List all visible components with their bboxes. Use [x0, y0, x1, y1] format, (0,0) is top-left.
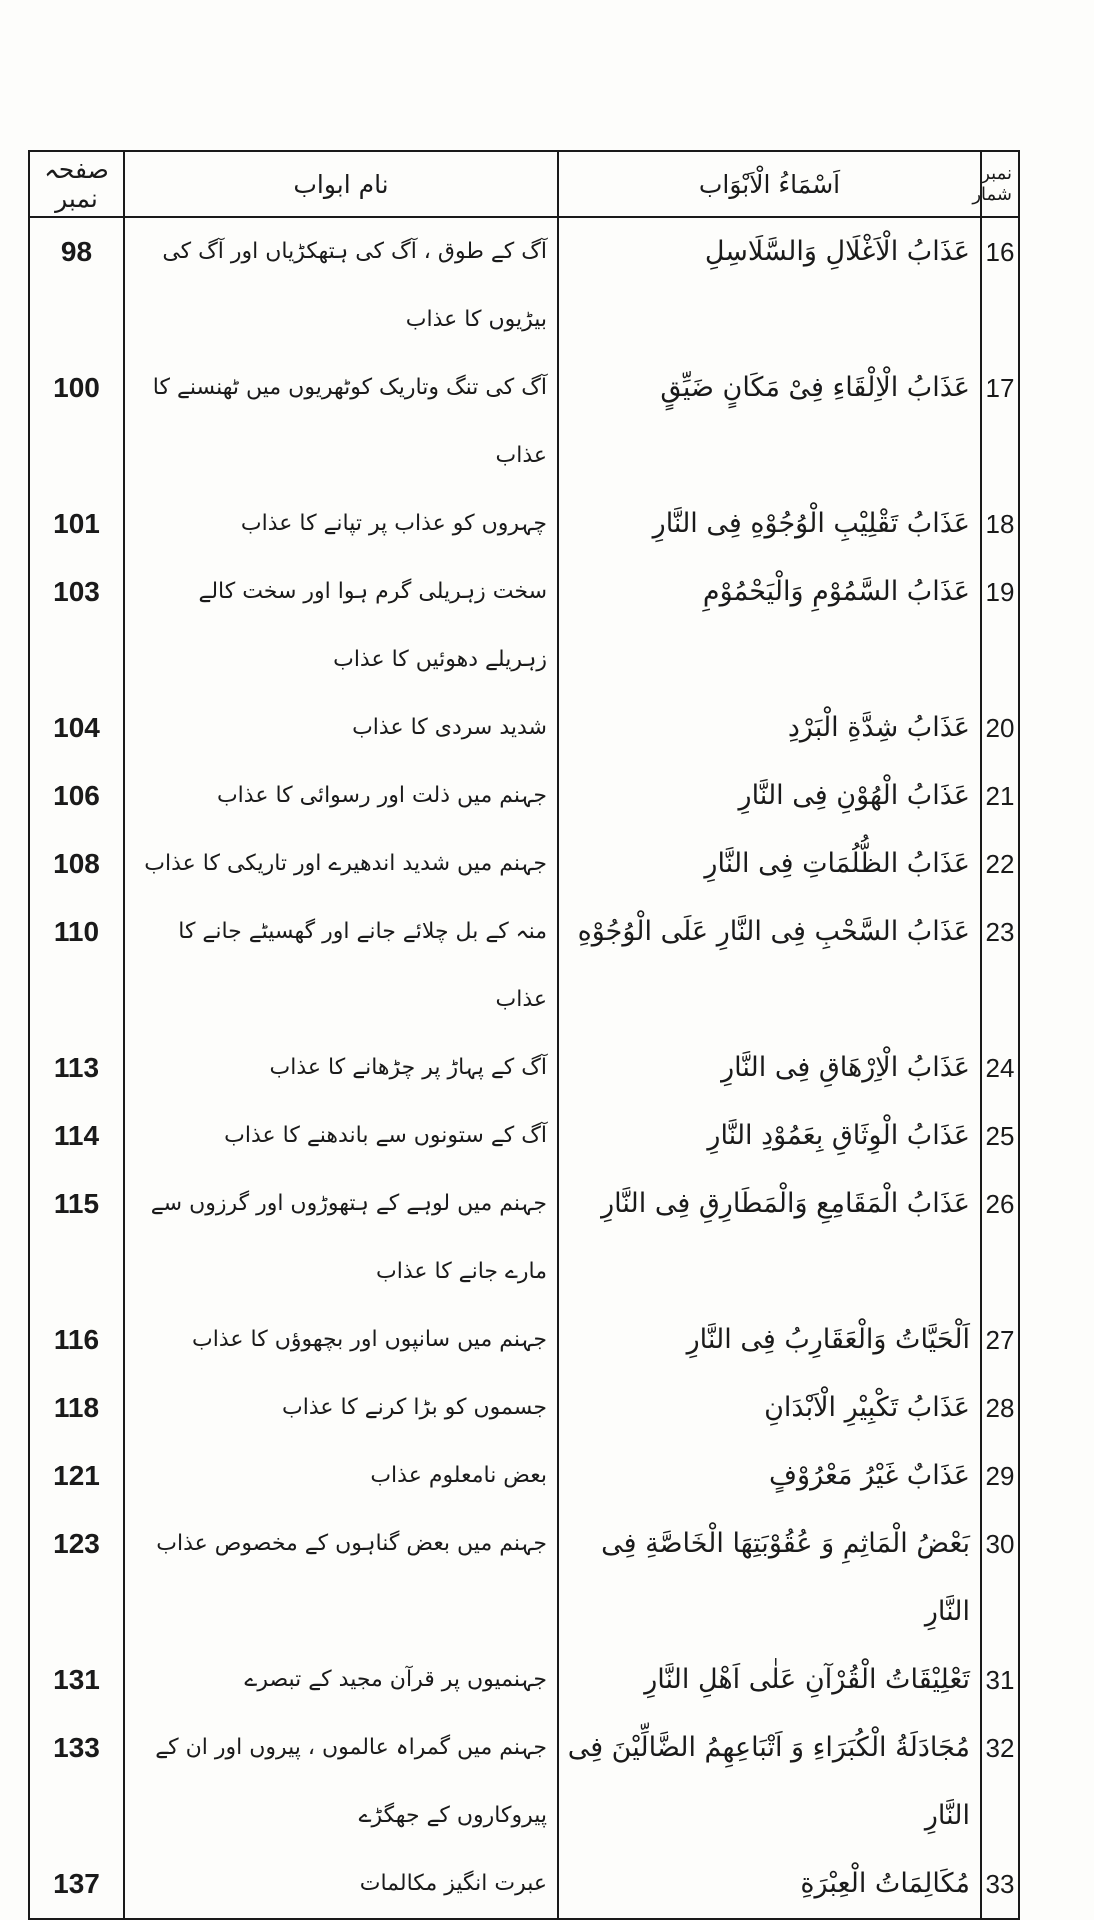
arabic-title: عَذَابُ الْوِثَاقِ بِعَمُوْدِ النَّارِ	[558, 1102, 981, 1170]
chapter-number: 31	[981, 1646, 1019, 1714]
header-number: نمبر شمار	[981, 151, 1019, 217]
arabic-title: عَذَابُ الْمَقَامِعِ وَالْمَطَارِقِ فِی النَّارِ	[558, 1170, 981, 1306]
table-row	[29, 1034, 1019, 1102]
chapter-number: 18	[981, 490, 1019, 558]
page-number: 137	[29, 1850, 124, 1919]
arabic-title: تَعْلِیْقَاتُ الْقُرْآنِ عَلٰى اَهْلِ النَّارِ	[558, 1646, 981, 1714]
table-row	[29, 694, 1019, 762]
page-number: 133	[29, 1714, 124, 1850]
page-number: 100	[29, 354, 124, 490]
header-urdu-title: نام ابواب	[124, 151, 558, 217]
table-row	[29, 1646, 1019, 1714]
header-row	[29, 151, 1019, 217]
arabic-title: عَذَابُ الْهُوْنِ فِی النَّارِ	[558, 762, 981, 830]
arabic-title: عَذَابُ تَكْبِیْرِ الْاَبْدَانِ	[558, 1374, 981, 1442]
urdu-title: جہنم میں گمراہ عالموں ، پیروں اور ان کے پیروکاروں کے جھگڑے	[124, 1714, 558, 1850]
table-row	[29, 558, 1019, 694]
page-number: 118	[29, 1374, 124, 1442]
arabic-title: عَذَابُ الظُّلُمَاتِ فِی النَّارِ	[558, 830, 981, 898]
chapter-number: 19	[981, 558, 1019, 694]
urdu-title: جہنم میں شدید اندھیرے اور تاریکی کا عذاب	[124, 830, 558, 898]
chapter-number: 30	[981, 1510, 1019, 1646]
page-number: 98	[29, 217, 124, 354]
table-row	[29, 898, 1019, 1034]
table-row	[29, 1170, 1019, 1306]
arabic-title: عَذَابُ السَّحْبِ فِی النَّارِ عَلَى الْوُجُوْهِ	[558, 898, 981, 1034]
page-number: 101	[29, 490, 124, 558]
urdu-title: آگ کے ستونوں سے باندھنے کا عذاب	[124, 1102, 558, 1170]
page-number: 116	[29, 1306, 124, 1374]
page-number: 114	[29, 1102, 124, 1170]
table-row	[29, 1102, 1019, 1170]
arabic-title: عَذَابُ الْاَغْلَالِ وَالسَّلَاسِلِ	[558, 217, 981, 354]
table-row	[29, 1442, 1019, 1510]
urdu-title: جہنم میں لوہے کے ہتھوڑوں اور گرزوں سے مارے جانے کا عذاب	[124, 1170, 558, 1306]
page-number: 108	[29, 830, 124, 898]
urdu-title: عبرت انگیز مکالمات	[124, 1850, 558, 1919]
urdu-title: چہروں کو عذاب پر تپانے کا عذاب	[124, 490, 558, 558]
urdu-title: آگ کی تنگ وتاریک کوٹھریوں میں ٹھنسنے کا عذاب	[124, 354, 558, 490]
urdu-title: آگ کے پہاڑ پر چڑھانے کا عذاب	[124, 1034, 558, 1102]
arabic-title: مُجَادَلَةُ الْكُبَرَاءِ وَ اَتْبَاعِهِمُ الضَّالِّیْنَ فِی النَّارِ	[558, 1714, 981, 1850]
table-row	[29, 1374, 1019, 1442]
urdu-title: شدید سردی کا عذاب	[124, 694, 558, 762]
urdu-title: سخت زہریلی گرم ہوا اور سخت کالے زہریلے دھوئیں کا عذاب	[124, 558, 558, 694]
urdu-title: جہنم میں سانپوں اور بچھوؤں کا عذاب	[124, 1306, 558, 1374]
header-arabic-title: اَسْمَاءُ الْاَبْوَاب	[558, 151, 981, 217]
table-row	[29, 490, 1019, 558]
urdu-title: آگ کے طوق ، آگ کی ہتھکڑیاں اور آگ کی بیڑیوں کا عذاب	[124, 217, 558, 354]
urdu-title: جہنمیوں پر قرآن مجید کے تبصرے	[124, 1646, 558, 1714]
chapter-number: 32	[981, 1714, 1019, 1850]
chapter-number: 24	[981, 1034, 1019, 1102]
page-number: 103	[29, 558, 124, 694]
chapter-number: 20	[981, 694, 1019, 762]
page-number: 113	[29, 1034, 124, 1102]
urdu-title: جہنم میں ذلت اور رسوائی کا عذاب	[124, 762, 558, 830]
table-row	[29, 1850, 1019, 1919]
page-number: 131	[29, 1646, 124, 1714]
chapter-number: 23	[981, 898, 1019, 1034]
arabic-title: عَذَابُ الْاِرْهَاقِ فِی النَّارِ	[558, 1034, 981, 1102]
page-number: 106	[29, 762, 124, 830]
chapter-number: 27	[981, 1306, 1019, 1374]
arabic-title: اَلْحَیَّاتُ وَالْعَقَارِبُ فِی النَّارِ	[558, 1306, 981, 1374]
chapter-number: 28	[981, 1374, 1019, 1442]
page-number: 104	[29, 694, 124, 762]
urdu-title: منہ کے بل چلائے جانے اور گھسیٹے جانے کا عذاب	[124, 898, 558, 1034]
arabic-title: عَذَابُ السَّمُوْمِ وَالْیَحْمُوْمِ	[558, 558, 981, 694]
table-row	[29, 1306, 1019, 1374]
chapter-number: 17	[981, 354, 1019, 490]
page-number: 110	[29, 898, 124, 1034]
arabic-title: بَعْضُ الْمَاثِمِ وَ عُقُوْبَتِهَا الْخَاصَّةِ فِی النَّارِ	[558, 1510, 981, 1646]
page-number: 115	[29, 1170, 124, 1306]
arabic-title: عَذَابُ الْاِلْقَاءِ فِیْ مَكَانٍ ضَیِّقٍ	[558, 354, 981, 490]
chapter-number: 29	[981, 1442, 1019, 1510]
table-of-contents	[28, 150, 1018, 1920]
arabic-title: عَذَابُ تَقْلِیْبِ الْوُجُوْهِ فِی النَّارِ	[558, 490, 981, 558]
arabic-title: عَذَابُ شِدَّةِ الْبَرْدِ	[558, 694, 981, 762]
page-number: 121	[29, 1442, 124, 1510]
chapter-number: 25	[981, 1102, 1019, 1170]
table-row	[29, 830, 1019, 898]
table-row	[29, 1714, 1019, 1850]
arabic-title: مُكَالِمَاتُ الْعِبْرَةِ	[558, 1850, 981, 1919]
chapter-number: 21	[981, 762, 1019, 830]
chapter-number: 26	[981, 1170, 1019, 1306]
urdu-title: جہنم میں بعض گناہوں کے مخصوص عذاب	[124, 1510, 558, 1646]
header-page: صفحہ نمبر	[29, 151, 124, 217]
urdu-title: بعض نامعلوم عذاب	[124, 1442, 558, 1510]
chapter-number: 16	[981, 217, 1019, 354]
arabic-title: عَذَابٌ غَیْرُ مَعْرُوْفٍ	[558, 1442, 981, 1510]
table-row	[29, 354, 1019, 490]
page-number: 123	[29, 1510, 124, 1646]
table-row	[29, 762, 1019, 830]
table-row	[29, 217, 1019, 354]
toc-table	[28, 150, 1020, 1920]
table-row	[29, 1510, 1019, 1646]
urdu-title: جسموں کو بڑا کرنے کا عذاب	[124, 1374, 558, 1442]
chapter-number: 22	[981, 830, 1019, 898]
chapter-number: 33	[981, 1850, 1019, 1919]
